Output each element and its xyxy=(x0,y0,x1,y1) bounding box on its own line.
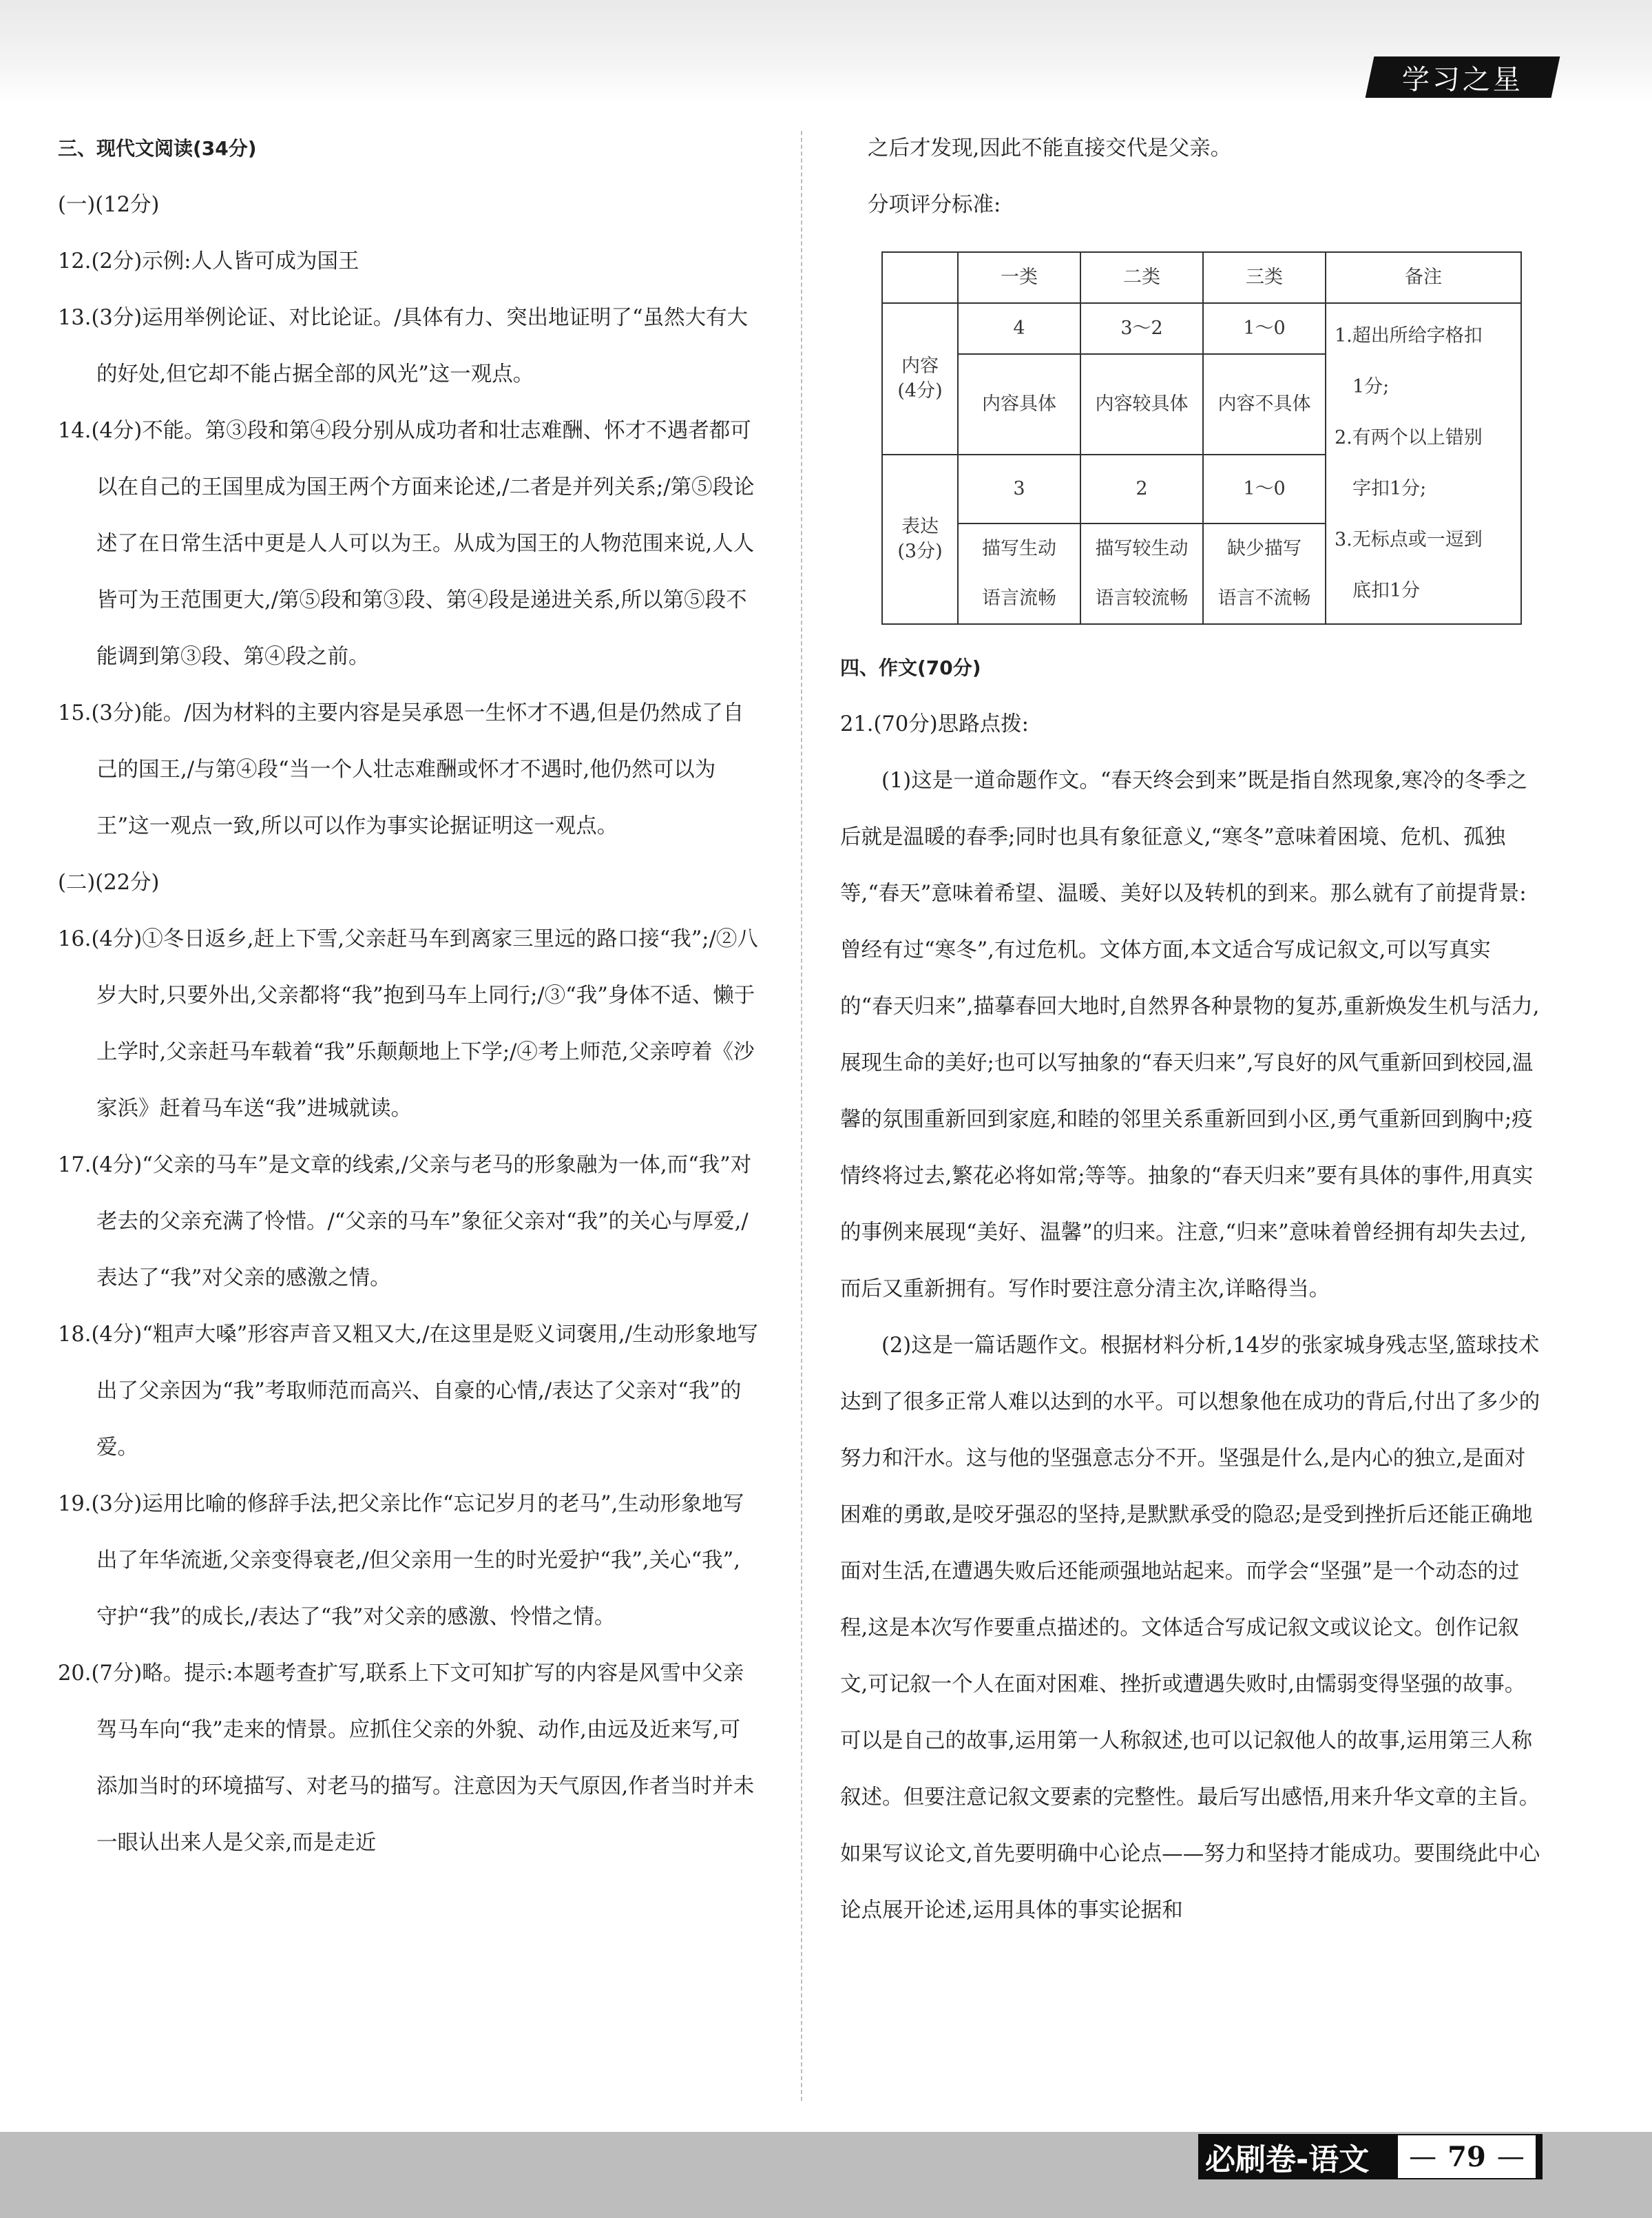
content-score-1: 4 xyxy=(958,303,1080,354)
answer-16-num: 16. xyxy=(58,927,92,951)
answer-21-para-2: (2)这是一篇话题作文。根据材料分析,14岁的张家城身残志坚,篮球技术达到了很多正常人难以达到的水平。可以想象他在成功的背后,付出了多少的努力和汗水。这与他的坚强意志分不开。坚强是什么,是内心的独立,是面对困难的勇敢,是咬牙强忍的坚持,是默默承受的隐忍;是受到挫折后还能正确地面对生活,在遭遇失败后还能顽强地站起来。而学会“坚强”是一个动态的过程,这是本次写作要重点描述的。文体适合写成记叙文或议论文。创作记叙文,可记叙一个人在面对困难、挫折或遭遇失败时,由懦弱变得坚强的故事。可以是自己的故事,运用第一人称叙述,也可以记叙他人的故事,运用第三人称叙述。但要注意记叙文要素的完整性。最后写出感悟,用来升华文章的主旨。如果写议论文,首先要明确中心论点——努力和坚持才能成功。要围绕此中心论点展开论述,运用具体的事实论据和 xyxy=(840,1334,1540,1922)
section-3-title: 三、现代文阅读(34分) xyxy=(58,137,257,160)
left-column xyxy=(58,121,760,1872)
express-score-2: 2 xyxy=(1080,455,1203,524)
answer-19-text: (3分)运用比喻的修辞手法,把父亲比作“忘记岁月的老马”,生动形象地写出了年华流逝,父亲变得衰老,/但父亲用一生的时光爱护“我”,关心“我”,守护“我”的成长,/表达了“我”对父亲的感激、怜惜之情。 xyxy=(91,1492,744,1629)
express-desc-1 xyxy=(958,524,1080,624)
note-line-4: 字扣1分; xyxy=(1352,478,1427,499)
express-desc-1a: 描写生动 xyxy=(982,538,1056,559)
page-number: 79 xyxy=(1447,2140,1486,2173)
content-score-3: 1～0 xyxy=(1203,303,1326,354)
answer-15-text: (3分)能。/因为材料的主要内容是吴承恩一生怀才不遇,但是仍然成了自己的国王,/与第④段“当一个人壮志难酬或怀才不遇时,他仍然可以为王”这一观点一致,所以可以作为事实论据证明这一观点。 xyxy=(91,701,744,838)
page-dash-left: — xyxy=(1409,2141,1437,2173)
express-score-3: 1～0 xyxy=(1203,455,1326,524)
answer-18-num: 18. xyxy=(58,1323,92,1347)
answer-17-num: 17. xyxy=(58,1153,92,1177)
page-number-box xyxy=(1398,2135,1536,2178)
answer-17-text: (4分)“父亲的马车”是文章的线索,/父亲与老马的形象融为一体,而“我”对老去的父亲充满了怜惜。/“父亲的马车”象征父亲对“我”的关心与厚爱,/表达了“我”对父亲的感激之情。 xyxy=(91,1153,752,1290)
brand-text: 学习之星 xyxy=(1402,63,1523,96)
score-table-title: 分项评分标准: xyxy=(868,193,1001,217)
answer-19 xyxy=(58,1476,760,1646)
score-table xyxy=(881,251,1522,625)
score-table-header-row xyxy=(882,252,1521,303)
answer-15 xyxy=(58,685,760,855)
note-line-6: 底扣1分 xyxy=(1352,580,1421,601)
express-desc-3 xyxy=(1203,524,1326,624)
answer-18 xyxy=(58,1307,760,1476)
section-4-title: 四、作文(70分) xyxy=(840,656,981,679)
answer-20-text: (7分)略。提示:本题考查扩写,联系上下文可知扩写的内容是风雪中父亲驾马车向“我”走来的情景。应抓住父亲的外貌、动作,由远及近来写,可添加当时的环境描写、对老马的描写。注意因为天气原因,作者当时并未一眼认出来人是父亲,而是走近 xyxy=(91,1661,755,1855)
express-row-label xyxy=(882,455,958,624)
score-table-wrapper xyxy=(881,251,1543,625)
part-2-title: (二)(22分) xyxy=(58,871,160,895)
express-desc-3b: 语言不流畅 xyxy=(1217,588,1311,609)
answer-20 xyxy=(58,1646,760,1872)
header-notes: 备注 xyxy=(1326,252,1521,303)
answer-18-text: (4分)“粗声大嗓”形容声音又粗又大,/在这里是贬义词褒用,/生动形象地写出了父亲因为“我”考取师范而高兴、自豪的心情,/表达了父亲对“我”的爱。 xyxy=(91,1323,758,1460)
note-line-3: 2.有两个以上错别 xyxy=(1335,427,1483,448)
notes-cell xyxy=(1326,303,1521,624)
content-desc-3: 内容不具体 xyxy=(1203,354,1326,455)
book-title: 必刷卷-语文 xyxy=(1205,2142,1370,2177)
answer-21-intro xyxy=(840,696,1543,753)
express-desc-3a: 缺少描写 xyxy=(1227,538,1301,559)
content-desc-1: 内容具体 xyxy=(958,354,1080,455)
answer-16-text: (4分)①冬日返乡,赶上下雪,父亲赶马车到离家三里远的路口接“我”;/②八岁大时,只要外出,父亲都将“我”抱到马车上同行;/③“我”身体不适、懒于上学时,父亲赶马车载着“我”乐颠颠地上下学;/④考上师范,父亲哼着《沙家浜》赶着马车送“我”进城就读。 xyxy=(91,927,758,1121)
content-row-label xyxy=(882,303,958,455)
answer-14 xyxy=(58,403,760,685)
express-score-1: 3 xyxy=(958,455,1080,524)
header-class-2: 二类 xyxy=(1080,252,1203,303)
header-empty-cell xyxy=(882,252,958,303)
content-label: 内容 xyxy=(901,355,939,377)
answer-13-num: 13. xyxy=(58,306,92,330)
answer-19-num: 19. xyxy=(58,1492,92,1516)
answer-12 xyxy=(58,234,760,290)
answer-20-num: 20. xyxy=(58,1661,92,1686)
content-points: (4分) xyxy=(897,380,943,402)
express-desc-2b: 语言较流畅 xyxy=(1095,588,1189,609)
express-label: 表达 xyxy=(901,516,939,537)
content-score-row xyxy=(882,303,1521,354)
answer-16 xyxy=(58,911,760,1137)
header-class-1: 一类 xyxy=(958,252,1080,303)
express-desc-2a: 描写较生动 xyxy=(1095,538,1189,559)
answer-13-text: (3分)运用举例论证、对比论证。/具体有力、突出地证明了“虽然大有大的好处,但它却不能占据全部的风光”这一观点。 xyxy=(91,306,749,386)
right-column xyxy=(840,121,1543,1939)
note-line-5: 3.无标点或一逗到 xyxy=(1335,529,1483,550)
content-desc-2: 内容较具体 xyxy=(1080,354,1203,455)
answer-15-num: 15. xyxy=(58,701,92,725)
answer-17 xyxy=(58,1137,760,1307)
express-desc-1b: 语言流畅 xyxy=(982,588,1056,609)
answer-14-num: 14. xyxy=(58,419,92,443)
note-line-2: 1分; xyxy=(1352,376,1390,397)
page-dash-right: — xyxy=(1496,2141,1525,2173)
answer-14-text: (4分)不能。第③段和第④段分别从成功者和壮志难酬、怀才不遇者都可以在自己的王国里成为国王两个方面来论述,/二者是并列关系;/第⑤段论述了在日常生活中更是人人可以为王。从成为国王的人物范围来说,人人皆可为王范围更大,/第⑤段和第③段、第④段是递进关系,所以第⑤段不能调到第③段、第④段之前。 xyxy=(91,419,755,669)
content-score-2: 3～2 xyxy=(1080,303,1203,354)
header-class-3: 三类 xyxy=(1203,252,1326,303)
brand-badge xyxy=(1366,56,1560,98)
answer-20-continued: 之后才发现,因此不能直接交代是父亲。 xyxy=(868,136,1232,160)
column-divider xyxy=(801,131,802,2101)
answer-12-text: (2分)示例:人人皆可成为国王 xyxy=(91,249,359,273)
answer-13 xyxy=(58,290,760,403)
answer-12-num: 12. xyxy=(58,249,92,273)
express-desc-2 xyxy=(1080,524,1203,624)
part-1-title: (一)(12分) xyxy=(58,193,160,217)
answer-21-intro-text: (70分)思路点拨: xyxy=(873,712,1029,736)
answer-21-num: 21. xyxy=(840,712,874,736)
answer-21-para-1: (1)这是一道命题作文。“春天终会到来”既是指自然现象,寒冷的冬季之后就是温暖的春季;同时也具有象征意义,“寒冬”意味着困境、危机、孤独等,“春天”意味着希望、温暖、美好以及转机的到来。那么就有了前提背景:曾经有过“寒冬”,有过危机。文体方面,本文适合写成记叙文,可以写真实的“春天归来”,描摹春回大地时,自然界各种景物的复苏,重新焕发生机与活力,展现生命的美好;也可以写抽象的“春天归来”,写良好的风气重新回到校园,温馨的氛围重新回到家庭,和睦的邻里关系重新回到小区,勇气重新回到胸中;疫情终将过去,繁花必将如常;等等。抽象的“春天归来”要有具体的事件,用真实的事例来展现“美好、温馨”的归来。注意,“归来”意味着曾经拥有却失去过,而后又重新拥有。写作时要注意分清主次,详略得当。 xyxy=(840,769,1540,1301)
note-line-1: 1.超出所给字格扣 xyxy=(1335,325,1483,346)
express-points: (3分) xyxy=(897,541,943,562)
